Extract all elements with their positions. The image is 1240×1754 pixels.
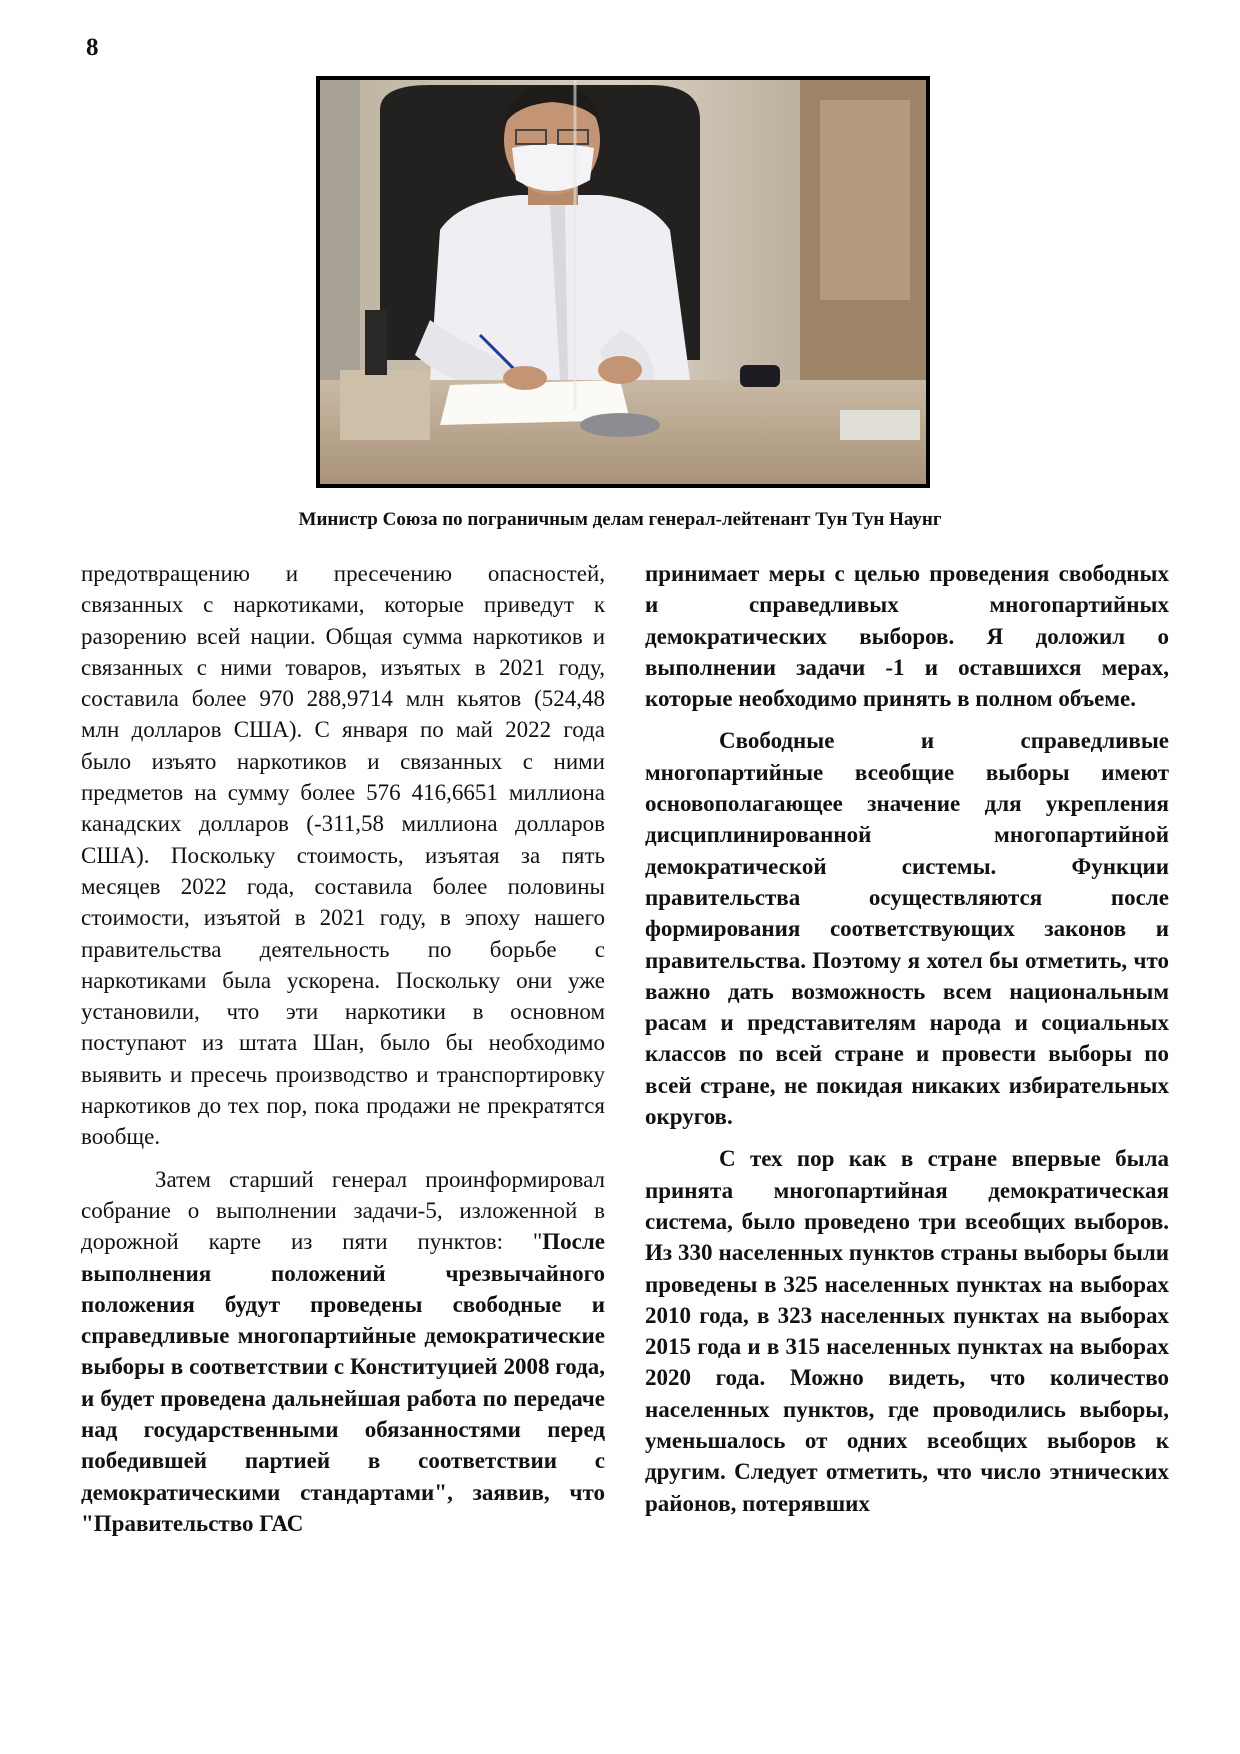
left-column — [81, 558, 605, 1539]
right-paragraph-2: Свободные и справедливые многопартийные всеобщие выборы имеют основополагающее значение для укрепления дисциплинированной многопартийной демократической системы. Функции правительства осуществляются после формирования соответствующих законов и правительства. Поэтому я хотел бы отметить, что важно дать возможность всем национальным расам и представителям народа и социальных классов по всей стране и провести выборы по всей стране, не покидая никаких избирательных округов. — [645, 728, 1169, 1130]
right-paragraph-1: принимает меры с целью проведения свободных и справедливых многопартийных демократических выборов. Я доложил о выполнении задачи -1 и оставшихся мерах, которые необходимо принять в полном объеме. — [645, 561, 1169, 712]
right-paragraph-3: С тех пор как в стране впервые была принята многопартийная демократическая система, было проведено три всеобщих выборов. Из 330 населенных пунктов страны выборы были проведены в 325 населенных пунктах на выборах 2010 года, в 323 населенных пунктах на выборах 2015 года и в 315 населенных пунктах на выборах 2020 года. Можно видеть, что количество населенных пунктов, где проводились выборы, уменьшалось от одних всеобщих выборов к другим. Следует отметить, что число этнических районов, потерявших — [645, 1146, 1169, 1516]
photo-caption: Министр Союза по пограничным делам генерал-лейтенант Тун Тун Наунг — [298, 509, 942, 530]
left-paragraph-1: предотвращению и пресечению опасностей, связанных с наркотиками, которые приведут к разорению всей нации. Общая сумма наркотиков и связанных с ними товаров, изъятых в 2021 году, составила более 970 288,9714 млн кьятов (524,48 млн долларов США). С января по май 2022 года было изъято наркотиков и связанных с ними предметов на сумму более 576 416,6651 миллиона канадских долларов (-311,58 миллиона долларов США). Поскольку стоимость, изъятая за пять месяцев 2022 года, составила более половины стоимости, изъятой в 2021 году, в эпоху нашего правительства деятельность по борьбе с наркотиками была ускорена. Поскольку они уже установили, что эти наркотики в основном поступают из штата Шан, было бы необходимо выявить и пресечь производство и транспортировку наркотиков до тех пор, пока продажи не прекратятся вообще. — [81, 561, 605, 1150]
right-column — [645, 558, 1169, 1519]
left-paragraph-2-normal: Затем старший генерал проинформировал собрание о выполнении задачи-5, изложенной в дорожной карте из пяти пунктов: " — [81, 1166, 605, 1255]
minister-signing-photo-icon — [320, 80, 926, 484]
minister-photo — [316, 76, 930, 488]
left-paragraph-2 — [81, 1164, 605, 1540]
page-number: 8 — [86, 34, 99, 61]
left-paragraph-2-bold: После выполнения положений чрезвычайного положения будут проведены свободные и справедливые многопартийные демократические выборы в соответствии с Конституцией 2008 года, и будет проведена дальнейшая работа по передаче над государственными обязанностями перед победившей партией в соответствии с демократическими стандартами", заявив, что "Правительство ГАС — [81, 1229, 605, 1536]
